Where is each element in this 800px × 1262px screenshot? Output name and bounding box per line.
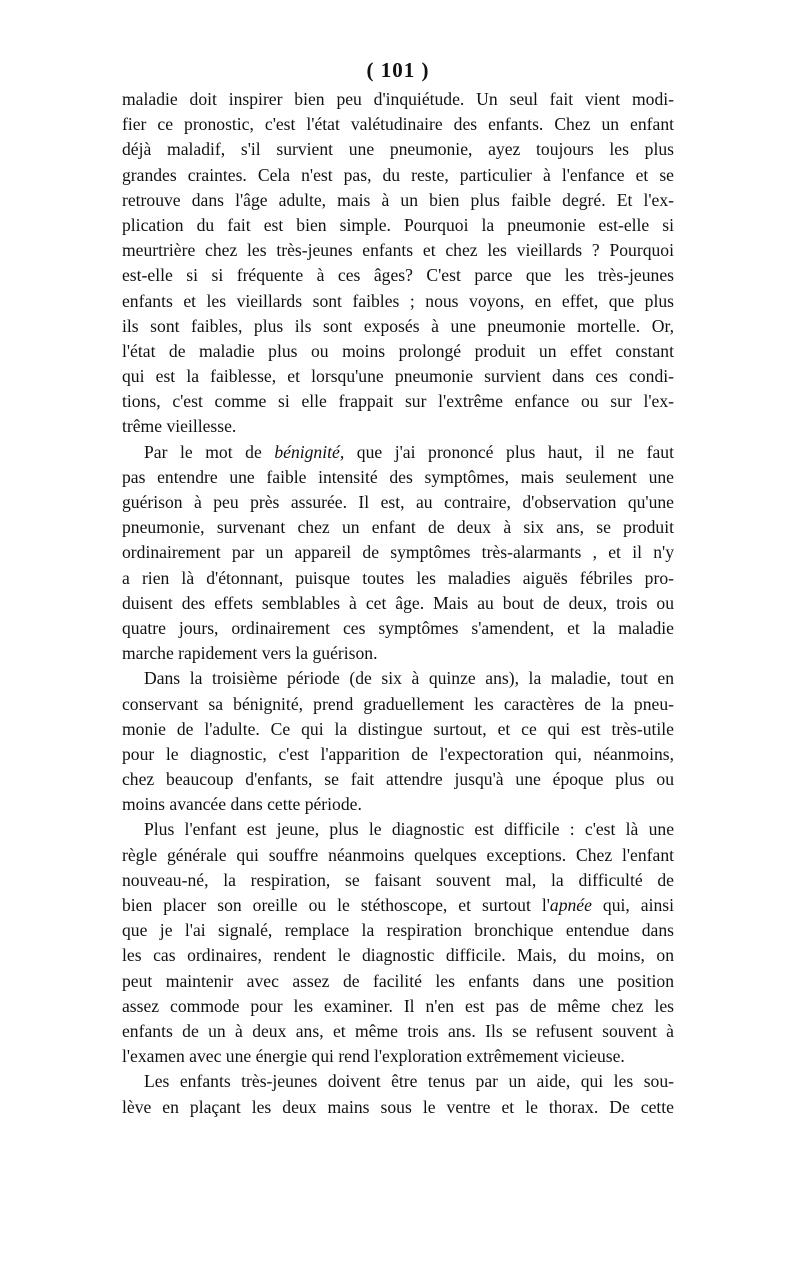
text-line: enfants et les vieillards sont faibles ; nous voyons, en effet, que plus	[122, 290, 674, 311]
text-line: Les enfants très-jeunes doivent être tenus par un aide, qui les sou-	[144, 1071, 674, 1092]
text-line: fier ce pronostic, c'est l'état valétudinaire des enfants. Chez un enfant	[122, 114, 674, 135]
body-text	[122, 87, 674, 1120]
text-line	[122, 440, 674, 465]
text-line: déjà maladif, s'il survient une pneumonie, ayez toujours les plus	[122, 139, 674, 160]
text-line: maladie doit inspirer bien peu d'inquiétude. Un seul fait vient modi-	[122, 89, 674, 109]
text-line: pour le diagnostic, c'est l'apparition de l'expectoration qui, néanmoins,	[122, 743, 674, 764]
paragraph-2	[122, 440, 674, 667]
text-line: quatre jours, ordinairement ces symptômes s'amendent, et la maladie	[122, 617, 674, 638]
text-line: grandes craintes. Cela n'est pas, du reste, particulier à l'enfance et se	[122, 164, 674, 185]
italic-term: apnée	[549, 895, 592, 915]
text-line: assez commode pour les examiner. Il n'en est pas de même chez les	[122, 995, 674, 1016]
text-line: tions, c'est comme si elle frappait sur l'extrême enfance ou sur l'ex-	[122, 391, 674, 412]
text-line: duisent des effets semblables à cet âge. Mais au bout de deux, trois ou	[122, 592, 674, 613]
text-segment: Par le mot de	[144, 441, 275, 462]
text-line: que je l'ai signalé, remplace la respiration bronchique entendue dans	[122, 920, 674, 941]
text-segment: qui, ainsi	[591, 895, 674, 915]
text-line: peut maintenir avec assez de facilité les enfants dans une position	[122, 970, 674, 991]
paragraph-4	[122, 817, 674, 1069]
page-number: ( 101 )	[366, 58, 430, 82]
text-line: conservant sa bénignité, prend graduellement les caractères de la pneu-	[122, 693, 674, 714]
text-line: retrouve dans l'âge adulte, mais à un bien plus faible degré. Et l'ex-	[122, 189, 674, 210]
text-line: plication du fait est bien simple. Pourquoi la pneumonie est-elle si	[122, 214, 674, 235]
text-segment: que j'ai prononcé plus haut, il ne faut	[344, 441, 674, 462]
paragraph-1	[122, 87, 674, 440]
text-line: pneumonie, survenant chez un enfant de deux à six ans, se produit	[122, 517, 674, 538]
text-line: est-elle si si fréquente à ces âges? C'est parce que les très-jeunes	[122, 265, 674, 286]
text-line: les cas ordinaires, rendent le diagnostic difficile. Mais, du moins, on	[122, 945, 674, 966]
text-line: pas entendre une faible intensité des symptômes, mais seulement une	[122, 466, 674, 487]
text-line: l'état de maladie plus ou moins prolongé produit un effet constant	[122, 340, 674, 361]
text-line: a rien là d'étonnant, puisque toutes les maladies aiguës fébriles pro-	[122, 567, 674, 588]
italic-term: bénignité,	[274, 441, 345, 462]
text-line: marche rapidement vers la guérison.	[122, 643, 378, 664]
text-line: meurtrière chez les très-jeunes enfants et chez les vieillards ? Pourquoi	[122, 240, 674, 261]
text-line: Plus l'enfant est jeune, plus le diagnostic est difficile : c'est là une	[144, 819, 674, 840]
text-line: l'examen avec une énergie qui rend l'exploration extrêmement vicieuse.	[122, 1046, 625, 1067]
text-line: lève en plaçant les deux mains sous le ventre et le thorax. De cette	[122, 1096, 674, 1117]
text-line: ils sont faibles, plus ils sont exposés à une pneumonie mortelle. Or,	[122, 315, 674, 336]
text-line	[122, 893, 674, 918]
text-line: qui est la faiblesse, et lorsqu'une pneumonie survient dans ces condi-	[122, 366, 674, 387]
text-line: guérison à peu près assurée. Il est, au contraire, d'observation qu'une	[122, 492, 674, 512]
text-line: moins avancée dans cette période.	[122, 794, 362, 815]
text-line: monie de l'adulte. Ce qui la distingue surtout, et ce qui est très-utile	[122, 718, 674, 739]
text-line: trême vieillesse.	[122, 416, 237, 437]
text-line: nouveau-né, la respiration, se faisant souvent mal, la difficulté de	[122, 869, 674, 890]
text-line: règle générale qui souffre néanmoins quelques exceptions. Chez l'enfant	[122, 844, 674, 865]
text-line: Dans la troisième période (de six à quinze ans), la maladie, tout en	[144, 668, 674, 689]
text-line: enfants de un à deux ans, et même trois ans. Ils se refusent souvent à	[122, 1020, 674, 1041]
paragraph-5	[122, 1069, 674, 1119]
paragraph-3	[122, 666, 674, 817]
text-line: chez beaucoup d'enfants, se fait attendre jusqu'à une époque plus ou	[122, 769, 674, 790]
text-segment: bien placer son oreille ou le stéthoscope, et surtout l'	[122, 895, 550, 915]
text-line: ordinairement par un appareil de symptômes très-alarmants , et il n'y	[122, 542, 674, 563]
